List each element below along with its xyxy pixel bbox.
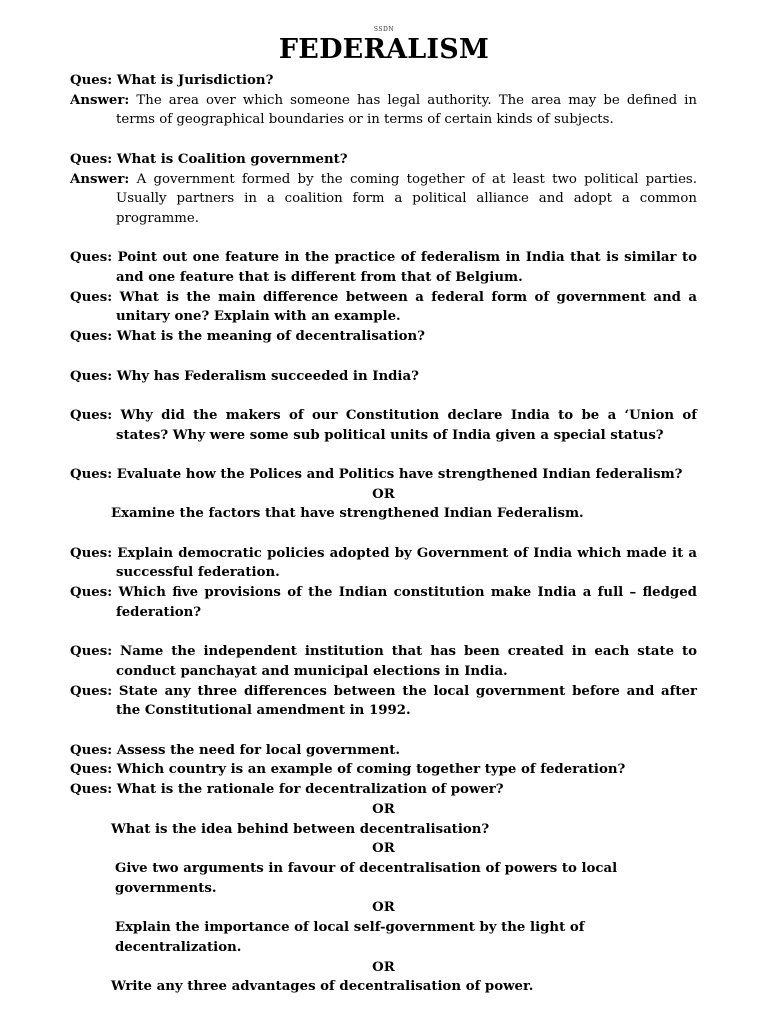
ques-label: Ques: xyxy=(70,250,113,266)
ques-label: Ques: xyxy=(70,73,113,88)
question-8 xyxy=(70,465,697,485)
page-title: FEDERALISM xyxy=(278,34,490,65)
question-11 xyxy=(70,642,697,681)
question-text: Explain democratic policies adopted by Government of India which made it a successful federation. xyxy=(116,545,697,581)
or-separator: OR xyxy=(372,900,395,916)
ques-label: Ques: xyxy=(70,289,113,305)
alternate-question: Write any three advantages of decentralisation of power. xyxy=(111,979,534,995)
question-text: Evaluate how the Polices and Politics have strengthened Indian federalism? xyxy=(116,466,683,482)
ques-label: Ques: xyxy=(70,644,113,660)
question-1 xyxy=(70,71,697,91)
ques-label: Ques: xyxy=(70,545,113,561)
question-text: Which country is an example of coming together type of federation? xyxy=(116,762,626,778)
answer-2 xyxy=(70,170,697,229)
question-7 xyxy=(70,406,697,445)
answer-1 xyxy=(70,91,697,130)
question-6 xyxy=(70,367,697,387)
question-text: Which five provisions of the Indian constitution make India a full – fledged federation? xyxy=(116,585,697,620)
question-5 xyxy=(70,327,697,347)
question-text: State any three differences between the local government before and after the Constitutional amendment in 1992. xyxy=(116,683,697,719)
question-text: What is the meaning of decentralisation? xyxy=(116,329,425,345)
ques-label: Ques: xyxy=(70,782,113,798)
ques-label: Ques: xyxy=(70,762,113,778)
ques-label: Ques: xyxy=(70,585,113,601)
alternate-question: What is the idea behind between decentralisation? xyxy=(111,821,490,837)
question-text: Name the independent institution that has been created in each state to conduct panchayat and municipal elections in India. xyxy=(116,644,697,679)
ques-label: Ques: xyxy=(70,368,113,384)
question-text: What is the main difference between a federal form of government and a unitary one? Explain with an example. xyxy=(116,289,697,325)
alternate-question: Explain the importance of local self-government by the light of decentralization. xyxy=(115,920,585,955)
answer-label: Answer: xyxy=(70,92,130,108)
question-10 xyxy=(70,583,697,622)
alternate-question: Give two arguments in favour of decentralisation of powers to local governments. xyxy=(115,861,618,896)
question-13 xyxy=(70,741,697,761)
question-9 xyxy=(70,544,697,583)
question-12 xyxy=(70,682,697,721)
question-15 xyxy=(70,780,697,800)
ques-label: Ques: xyxy=(70,407,113,423)
question-text: What is Coalition government? xyxy=(116,151,348,167)
ques-label: Ques: xyxy=(70,742,113,758)
answer-text: The area over which someone has legal authority. The area may be defined in terms of geographical boundaries or in terms of certain kinds of subjects. xyxy=(116,92,697,128)
header-mark: SSDN xyxy=(373,26,395,33)
question-14 xyxy=(70,760,697,780)
question-text: What is Jurisdiction? xyxy=(116,73,274,88)
ques-label: Ques: xyxy=(70,329,113,345)
alternate-question: Examine the factors that have strengthened Indian Federalism. xyxy=(111,506,584,522)
or-separator: OR xyxy=(372,486,395,502)
answer-text: A government formed by the coming together of at least two political parties. Usually partners in a coalition form a political alliance and adopt a common programme. xyxy=(116,171,697,226)
question-text: Why did the makers of our Constitution declare India to be a ‘Union of states? Why were some sub political units of India given a special status? xyxy=(116,407,697,443)
ques-label: Ques: xyxy=(70,683,113,699)
ques-label: Ques: xyxy=(70,466,113,482)
document-body xyxy=(70,71,697,997)
ques-label: Ques: xyxy=(70,151,113,167)
question-text: Assess the need for local government. xyxy=(116,742,401,758)
question-4 xyxy=(70,288,697,327)
question-2 xyxy=(70,150,697,170)
question-3 xyxy=(70,248,697,287)
or-separator: OR xyxy=(372,959,395,975)
question-text: What is the rationale for decentralization of power? xyxy=(116,782,504,798)
or-separator: OR xyxy=(372,801,395,817)
answer-label: Answer: xyxy=(70,171,130,187)
question-text: Why has Federalism succeeded in India? xyxy=(116,368,419,384)
question-text: Point out one feature in the practice of federalism in India that is similar to and one feature that is different from that of Belgium. xyxy=(116,250,697,285)
or-separator: OR xyxy=(372,841,395,857)
